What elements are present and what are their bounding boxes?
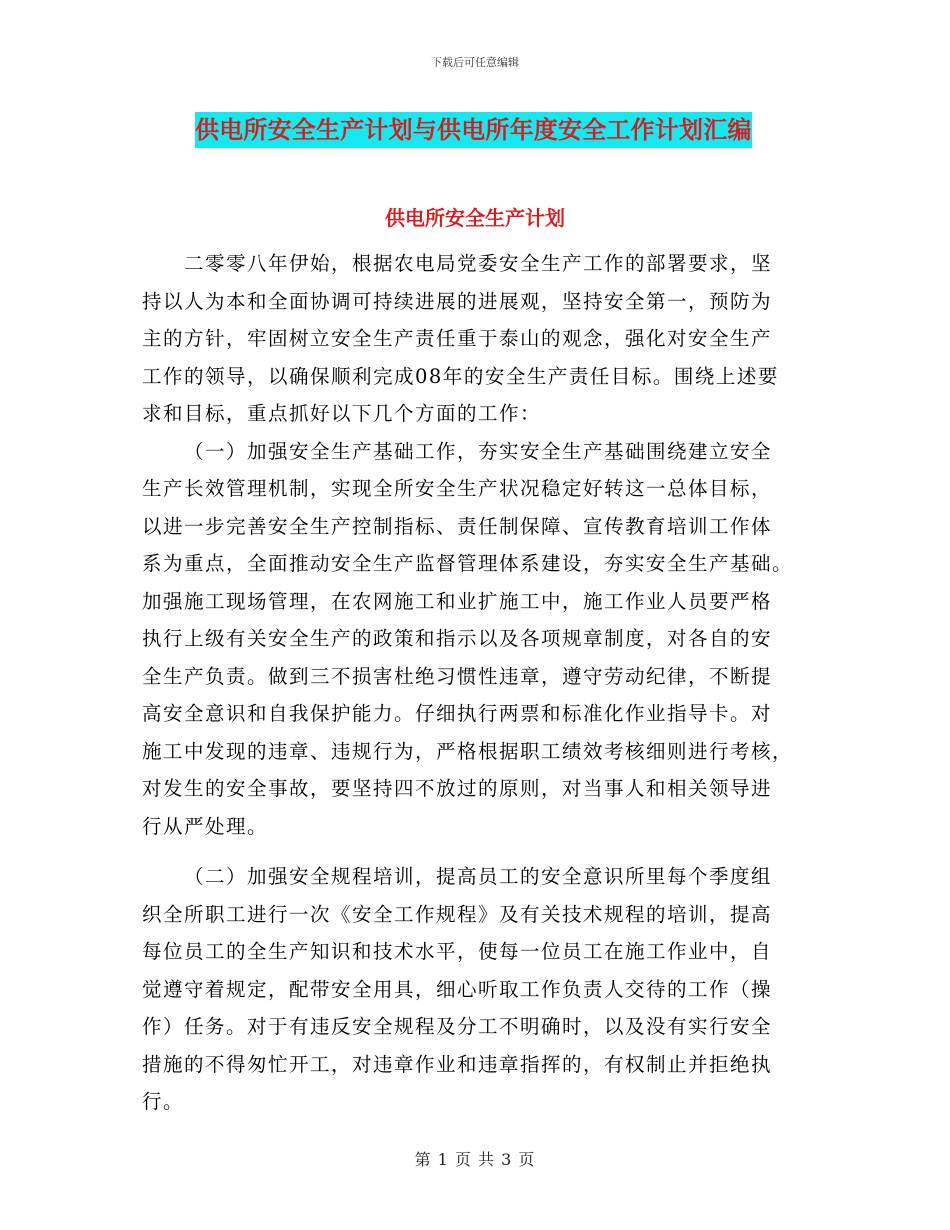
text-line: （二）加强安全规程培训，提高员工的安全意识所里每个季度组 xyxy=(184,865,773,888)
text-line: 执行上级有关安全生产的政策和指示以及各项规章制度，对各自的安 xyxy=(142,627,773,650)
paragraph-2 xyxy=(142,433,807,846)
text-line: 行。 xyxy=(142,1090,185,1113)
text-line: 工作的领导，以确保顺利完成08年的安全生产责任目标。围绕上述要 xyxy=(142,364,779,388)
text-line: 加强施工现场管理，在农网施工和业扩施工中，施工作业人员要严格 xyxy=(142,589,773,613)
text-line: 全生产负责。做到三不损害杜绝习惯性违章，遵守劳动纪律，不断提 xyxy=(142,664,773,688)
text-line: 高安全意识和自我保护能力。仔细执行两票和标准化作业指导卡。对 xyxy=(142,702,773,725)
text-line: 作）任务。对于有违反安全规程及分工不明确时，以及没有实行安全 xyxy=(142,1015,773,1038)
text-line: 求和目标，重点抓好以下几个方面的工作： xyxy=(142,402,542,425)
text-line: 生产长效管理机制，实现全所安全生产状况稳定好转这一总体目标， xyxy=(142,477,773,500)
text-line: 觉遵守着规定，配带安全用具，细心听取工作负责人交待的工作（操 xyxy=(142,977,773,1001)
paragraph-1 xyxy=(142,245,807,433)
text-line: 施工中发现的违章、违规行为，严格根据职工绩效考核细则进行考核， xyxy=(142,739,794,763)
text-line: 持以人为本和全面协调可持续进展的进展观，坚持安全第一，预防为 xyxy=(142,289,773,313)
paragraph-3 xyxy=(142,858,807,1121)
text-line: 措施的不得匆忙开工，对违章作业和违章指挥的，有权制止并拒绝执 xyxy=(142,1052,773,1076)
text-line: 系为重点，全面推动安全生产监督管理体系建设，夯实安全生产基础。 xyxy=(142,552,794,575)
page-header-note: 下载后可任意编辑 xyxy=(431,56,519,69)
document-title-block xyxy=(195,112,805,148)
document-body xyxy=(142,245,807,1121)
text-line: 以进一步完善安全生产控制指标、责任制保障、宣传教育培训工作体 xyxy=(142,514,773,538)
text-line: （一）加强安全生产基础工作，夯实安全生产基础围绕建立安全 xyxy=(184,439,773,463)
text-line: 二零零八年伊始，根据农电局党委安全生产工作的部署要求，坚 xyxy=(184,252,773,275)
text-line: 主的方针，牢固树立安全生产责任重于泰山的观念，强化对安全生产 xyxy=(142,327,773,350)
text-line: 行从严处理。 xyxy=(142,814,269,838)
text-line: 织全所职工进行一次《安全工作规程》及有关技术规程的培训，提高 xyxy=(142,902,773,926)
page-number-footer: 第 1 页 共 3 页 xyxy=(414,1150,536,1169)
paragraph-spacer xyxy=(142,845,807,858)
text-line: 对发生的安全事故，要坚持四不放过的原则，对当事人和相关领导进 xyxy=(142,777,773,800)
section-title: 供电所安全生产计划 xyxy=(385,206,565,230)
document-title: 供电所安全生产计划与供电所年度安全工作计划汇编 xyxy=(195,112,752,148)
text-line: 每位员工的全生产知识和技术水平，使每一位员工在施工作业中，自 xyxy=(142,940,773,963)
